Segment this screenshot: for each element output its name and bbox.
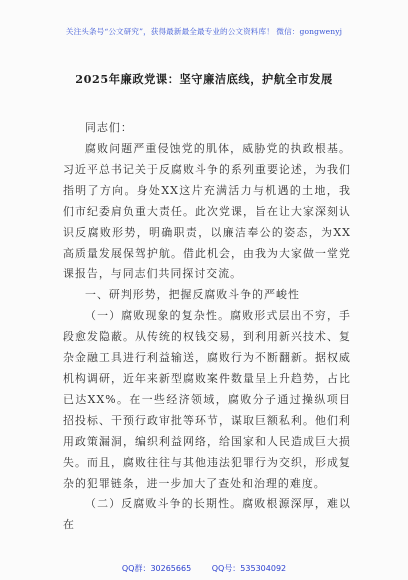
document-body [63, 139, 351, 536]
footer-qq-group: QQ群：30265665 [121, 564, 192, 573]
body-paragraph-1-2: （二）反腐败斗争的长期性。腐败根源深厚，难以在 [63, 497, 351, 532]
salutation-block [63, 118, 351, 139]
footer-qq-number: QQ号：535304092 [211, 564, 287, 573]
header-note: 关注头条号“公文研究”，获得最新最全最专业的公文资料库！ 微信：gongwenyj [65, 27, 343, 36]
body-paragraph-intro: 腐败问题严重侵蚀党的肌体，威胁党的执政根基。习近平总书记关于反腐败斗争的系列重要论述，为我们指明了方向。身处XX这片充满活力与机遇的土地，我们市纪委肩负重大责任。此次党课，旨在让大家深刻认识反腐败形势，明确职责，以廉洁奉公的姿态，为XX高质量发展保驾护航。借此机会，由我为大家做一堂党课报告，与同志们共同探讨交流。 [63, 142, 351, 281]
footer-contact [0, 563, 408, 574]
section-heading-1: 一、研判形势，把握反腐败斗争的严峻性 [85, 288, 300, 302]
salutation: 同志们： [85, 121, 133, 134]
document-title: 2025年廉政党课：坚守廉洁底线，护航全市发展 [75, 72, 333, 86]
body-paragraph-1-1: （一）腐败现象的复杂性。腐败形式层出不穷，手段愈发隐蔽。从传统的权钱交易，到利用新兴技术、复杂金融工具进行利益输送，腐败行为不断翻新。据权威机构调研，近年来新型腐败案件数量呈上升趋势，占比已达XX%。在一些经济领域，腐败分子通过操纵项目招投标、干预行政审批等环节，谋取巨额私利。他们利用政策漏洞，编织利益网络，给国家和人民造成巨大损失。而且，腐败往往与其他违法犯罪行为交织，形成复杂的犯罪链条，进一步加大了查处和治理的难度。 [63, 309, 351, 490]
